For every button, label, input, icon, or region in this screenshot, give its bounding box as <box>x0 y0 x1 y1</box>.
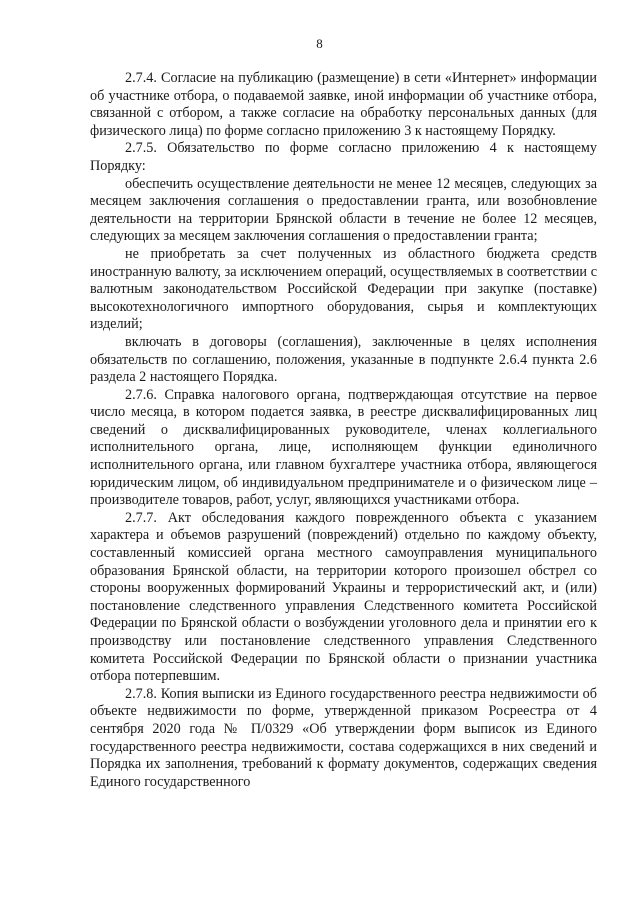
paragraph-2-7-5: 2.7.5. Обязательство по форме согласно приложению 4 к настоящему Порядку: <box>90 140 597 174</box>
paragraph-2-7-7: 2.7.7. Акт обследования каждого поврежденного объекта с указанием характера и объемов разрушений (повреждений) отдельно по каждому объекту, составленный комиссией органа местного самоуправления муниципального образования Брянской области, на территории которого произошел обстрел со стороны вооруженных формирований Украины и террористический акт, и (или) постановление следственного управления Следственного комитета Российской Федерации по Брянской области о возбуждении уголовного дела и принятии его к производству или постановление следственного управления Следственного комитета Российской Федерации по Брянской области о признании участника отбора потерпевшим. <box>90 509 597 685</box>
document-body <box>90 70 597 791</box>
paragraph-obligation-activity: обеспечить осуществление деятельности не менее 12 месяцев, следующих за месяцем заключения соглашения о предоставлении гранта, или возобновление деятельности на территории Брянской области в течение не более 12 месяцев, следующих за месяцем заключения соглашения о предоставлении гранта; <box>90 175 597 245</box>
paragraph-obligation-contracts: включать в договоры (соглашения), заключенные в целях исполнения обязательств по соглашению, положения, указанные в подпункте 2.6.4 пункта 2.6 раздела 2 настоящего Порядка. <box>90 333 597 386</box>
paragraph-2-7-6: 2.7.6. Справка налогового органа, подтверждающая отсутствие на первое число месяца, в котором подается заявка, в реестре дисквалифицированных лиц сведений о дисквалифицированных руководителе, членах коллегиального исполнительного органа, лице, исполняющем функции единоличного исполнительного органа, или главном бухгалтере участника отбора, являющегося юридическим лицом, об индивидуальном предпринимателе и о физическом лице – производителе товаров, работ, услуг, являющихся участниками отбора. <box>90 386 597 509</box>
page-number: 8 <box>316 36 323 51</box>
paragraph-2-7-4: 2.7.4. Согласие на публикацию (размещение) в сети «Интернет» информации об участнике отбора, о подаваемой заявке, иной информации об участнике отбора, связанной с отбором, а также согласие на обработку персональных данных (для физического лица) по форме согласно приложению 3 к настоящему Порядку. <box>90 70 597 139</box>
paragraph-2-7-8: 2.7.8. Копия выписки из Единого государственного реестра недвижимости об объекте недвижимости по форме, утвержденной приказом Росреестра от 4 сентября 2020 года № П/0329 «Об утверждении форм выписок из Единого государственного реестра недвижимости, состава содержащихся в них сведений и Порядка их заполнения, требований к формату документов, содержащих сведения Единого государственного <box>90 685 597 790</box>
paragraph-obligation-currency: не приобретать за счет полученных из областного бюджета средств иностранную валюту, за исключением операций, осуществляемых в соответствии с валютным законодательством Российской Федерации при закупке (поставке) высокотехнологичного импортного оборудования, сырья и комплектующих изделий; <box>90 245 597 333</box>
